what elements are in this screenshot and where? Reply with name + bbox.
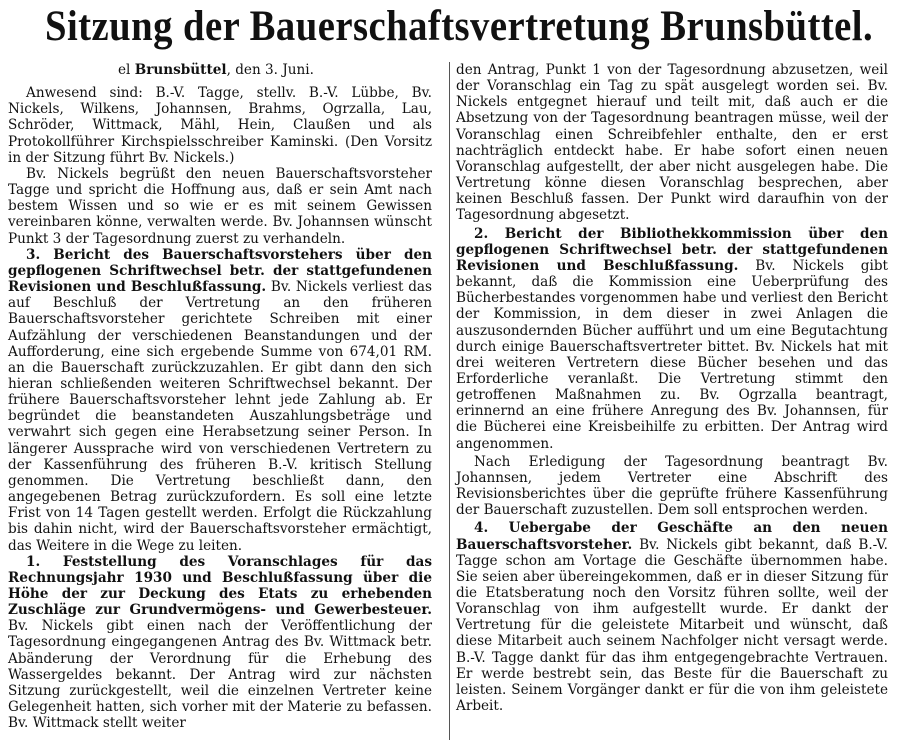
- item-3-paragraph: [8, 247, 432, 554]
- item-4-heading: 4. Uebergabe der Geschäfte an den neuen Bauerschaftsvorsteher.: [456, 520, 888, 553]
- item-3-heading: 3. Bericht des Bauerschaftsvorstehers über den gepflogenen Schriftwechsel betr. der stattgefundenen Revisionen und Beschlußfassung.: [8, 246, 432, 296]
- item-1-body: Bv. Nickels gibt einen nach der Veröffentlichung der Tagesordnung eingegangenen Antrag des Bv. Wittmack betr. Abänderung der Verordnung für die Erhebung des Wassergeldes bekannt. Der Antrag wird zur nächsten Sitzung zurückgestellt, weil die einzelnen Vertreter keine Gelegenheit hatten, sich vorher mit der Materie zu befassen. Bv. Wittmack stellt weiter: [8, 618, 432, 732]
- attendance-paragraph: Anwesend sind: B.-V. Tagge, stellv. B.-V. Lübbe, Bv. Nickels, Wilkens, Johannsen, Brahms, Ogrzalla, Lau, Schröder, Wittmack, Mähl, Hein, Claußen und als Protokollführer Kirchspielsschreiber Kaminski. (Den Vorsitz in der Sitzung führt Bv. Nickels.): [8, 85, 432, 166]
- right-column: [456, 62, 888, 714]
- article-headline: Sitzung der Bauerschaftsvertretung Brunsbüttel.: [45, 3, 874, 50]
- item-4-body: Bv. Nickels gibt bekannt, daß B.-V. Tagge schon am Vortage die Geschäfte übernommen habe. Sie seien aber übereingekommen, daß er in dieser Sitzung für die Etatsberatung noch den Vorsitz führen sollte, weil der Voranschlag von ihm aufgestellt wurde. Er dankt der Vertretung für die geleistete Mitarbeit und wünscht, daß diese Mitarbeit auch seinem Nachfolger nicht versagt werde. B.-V. Tagge dankt für das ihm entgegengebrachte Vertrauen. Er werde bestrebt sein, das Beste für die Bauerschaft zu leisten. Seinem Vorgänger dankt er für die von ihm geleistete Arbeit.: [456, 536, 888, 715]
- closing-motion-paragraph: Nach Erledigung der Tagesordnung beantragt Bv. Johannsen, jedem Vertreter eine Abschrift des Revisionsberichtes über die geprüfte frühere Kassenführung der Bauerschaft zuzustellen. Dem soll entsprochen werden.: [456, 453, 888, 519]
- left-column: [8, 62, 432, 731]
- item-1-paragraph: [8, 554, 432, 732]
- dateline-place: Brunsbüttel: [134, 62, 227, 78]
- item-2-heading: 2. Bericht der Bibliothekkommission über den gepflogenen Schriftwechsel betr. der stattgefundenen Revisionen und Beschlußfassung.: [456, 225, 888, 274]
- item-3-body: Bv. Nickels verliest das auf Beschluß der Vertretung an den früheren Bauerschaftsvorsteher gerichtete Schreiben mit einer Aufzählung der verschiedenen Beanstandungen und der Aufforderung, eine sich ergebende Summe von 674,01 RM. an die Bauerschaft zurückzuzahlen. Er gibt dann den sich hieran schließenden weiteren Schriftwechsel bekannt. Der frühere Bauerschaftsvorsteher lehnt jede Zahlung ab. Er begründet die beanstandeten Auszahlungsbeträge und verwahrt sich gegen eine Herabsetzung seiner Person. In längerer Aussprache wird von verschiedenen Vertretern zu der Kassenführung des früheren B.-V. kritisch Stellung genommen. Die Vertretung beschließt dann, den angegebenen Betrag zurückzufordern. Es soll eine letzte Frist von 14 Tagen gestellt werden. Erfolgt die Rückzahlung bis dahin nicht, wird der Bauerschaftsvorsteher ermächtigt, das Weitere in die Wege zu leiten.: [8, 279, 432, 554]
- dateline-date: , den 3. Juni.: [226, 62, 314, 78]
- item-1-heading: 1. Feststellung des Voranschlages für das Rechnungsjahr 1930 und Beschlußfassung über die Höhe der zur Deckung des Etats zu erhebenden Zuschläge zur Grundvermögens- und Gewerbesteuer.: [8, 553, 432, 619]
- welcome-paragraph: Bv. Nickels begrüßt den neuen Bauerschaftsvorsteher Tagge und spricht die Hoffnung aus, daß er sein Amt nach bestem Wissen und so wie er es mit seinem Gewissen vereinbaren könne, verwalten werde. Bv. Johannsen wünscht Punkt 3 der Tagesordnung zuerst zu verhandeln.: [8, 165, 432, 247]
- column-divider: [449, 62, 450, 740]
- item-2-body: Bv. Nickels gibt bekannt, daß die Kommission eine Ueberprüfung des Bücherbestandes vorgenommen habe und verliest den Bericht der Kommission, in dem dieser in zwei Anlagen die auszusondernden Bücher aufführt und um eine Begutachtung durch einige Bauerschaftsvertreter bittet. Bv. Nickels hat mit drei weiteren Vertretern diese Bücher besehen und das Erforderliche veranlaßt. Die Vertretung stimmt den getroffenen Maßnahmen zu. Bv. Ogrzalla beantragt, erinnernd an eine frühere Anregung des Bv. Johannsen, für die Bücherei eine Kreisbeihilfe zu erbitten. Der Antrag wird angenommen.: [456, 257, 889, 452]
- item-2-paragraph: [456, 226, 888, 452]
- item-4-paragraph: [456, 520, 888, 714]
- dateline-prefix: el: [118, 62, 135, 78]
- continuation-paragraph: den Antrag, Punkt 1 von der Tagesordnung abzusetzen, weil der Voranschlag ein Tag zu spät ausgelegt worden sei. Bv. Nickels entgegnet hierauf und teilt mit, daß auch er die Absetzung von der Tagesordnung beantragen müsse, weil der Voranschlag einen Schreibfehler enthalte, den er erst nachträglich entdeckt habe. Er habe sofort einen neuen Voranschlag aufgestellt, der aber nicht ausgelegen habe. Die Vertretung könne diesen Voranschlag besprechen, aber keinen Beschluß fassen. Der Punkt wird daraufhin von der Tagesordnung abgesetzt.: [456, 62, 888, 224]
- dateline: [8, 62, 432, 78]
